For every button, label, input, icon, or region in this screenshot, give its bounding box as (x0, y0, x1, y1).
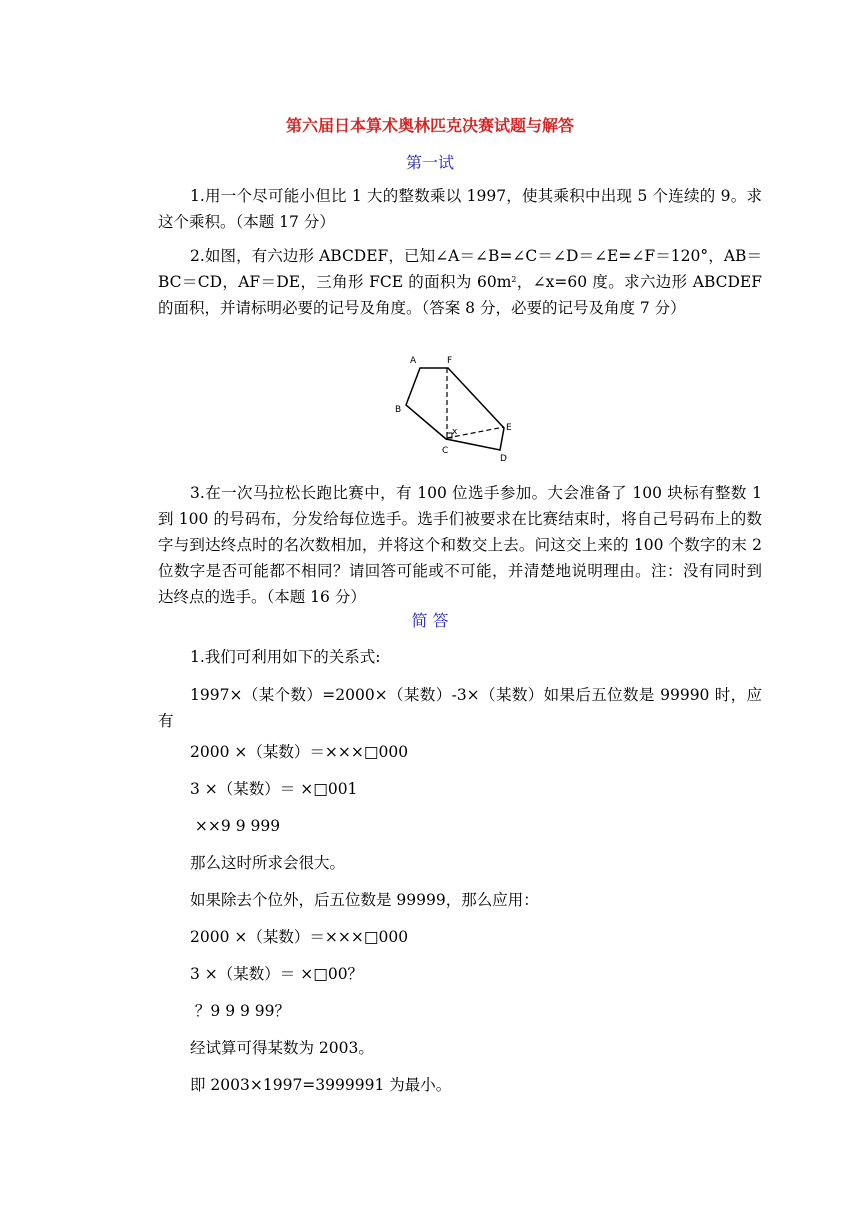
answer-line-3: 2000 ×（某数）＝×××□000 (190, 743, 409, 761)
answer-line-5: ××9 9 999 (190, 817, 281, 835)
answer-line-11: 经试算可得某数为 2003。 (190, 1039, 374, 1057)
question-2-text-a: 2.如图，有六边形 ABCDEF，已知∠A＝∠B=∠C＝∠D＝∠E=∠F＝120°，AB＝BC＝CD，AF＝DE，三角形 FCE 的面积为 60m (158, 247, 762, 291)
question-3: 3.在一次马拉松长跑比赛中，有 100 位选手参加。大会准备了 100 块标有整数 1 到 100 的号码布，分发给每位选手。选手们被要求在比赛结束时，将自己号码布上的数字与到达终点时的名次数相加，并将这个和数交上去。问这交上来的 100 个数字的末 2 位数字是否可能都不相同？请回答可能或不可能，并清楚地说明理由。注：没有同时到达终点的选手。（本题 16 分） (158, 484, 762, 606)
label-e: E (506, 423, 512, 433)
answer-line-1: 1.我们可利用如下的关系式: (190, 648, 381, 666)
answer-line-9: 3 ×（某数）＝ ×□00？ (190, 965, 364, 983)
hexagon-outline (406, 368, 504, 450)
answer-line-4: 3 ×（某数）＝ ×□001 (190, 780, 358, 798)
question-2 (158, 243, 762, 321)
section-heading-first-round: 第一试 (405, 153, 454, 172)
document-title: 第六届日本算术奥林匹克决赛试题与解答 (285, 116, 574, 135)
question-2-superscript: 2 (511, 275, 517, 284)
hexagon-figure (392, 350, 522, 466)
answer-line-12: 即 2003×1997=3999991 为最小。 (190, 1076, 452, 1094)
label-b: B (395, 405, 402, 415)
label-a: A (410, 356, 417, 366)
answer-line-7: 如果除去个位外，后五位数是 99999，那么应用： (190, 891, 539, 909)
answer-line-10: ？9 9 9 99？ (190, 1002, 291, 1020)
question-2-text-b: ，∠x=60 度。求六边形 ABCDEF 的面积，并请标明必要的记号及角度。（答案 8 分，必要的记号及角度 7 分） (158, 273, 762, 317)
label-d: D (500, 454, 507, 464)
label-c: C (442, 446, 449, 456)
question-1: 1.用一个尽可能小但比 1 大的整数乘以 1997，使其乘积中出现 5 个连续的 9。求这个乘积。（本题 17 分） (158, 187, 762, 231)
label-f: F (447, 356, 453, 366)
label-x: x (452, 427, 458, 437)
answer-line-2: 1997×（某个数）=2000×（某数）-3×（某数）如果后五位数是 99990 时，应有 (158, 686, 762, 730)
answer-line-6: 那么这时所求会很大。 (190, 854, 346, 872)
section-heading-answers: 简 答 (411, 611, 449, 630)
answer-line-8: 2000 ×（某数）＝×××□000 (190, 928, 409, 946)
